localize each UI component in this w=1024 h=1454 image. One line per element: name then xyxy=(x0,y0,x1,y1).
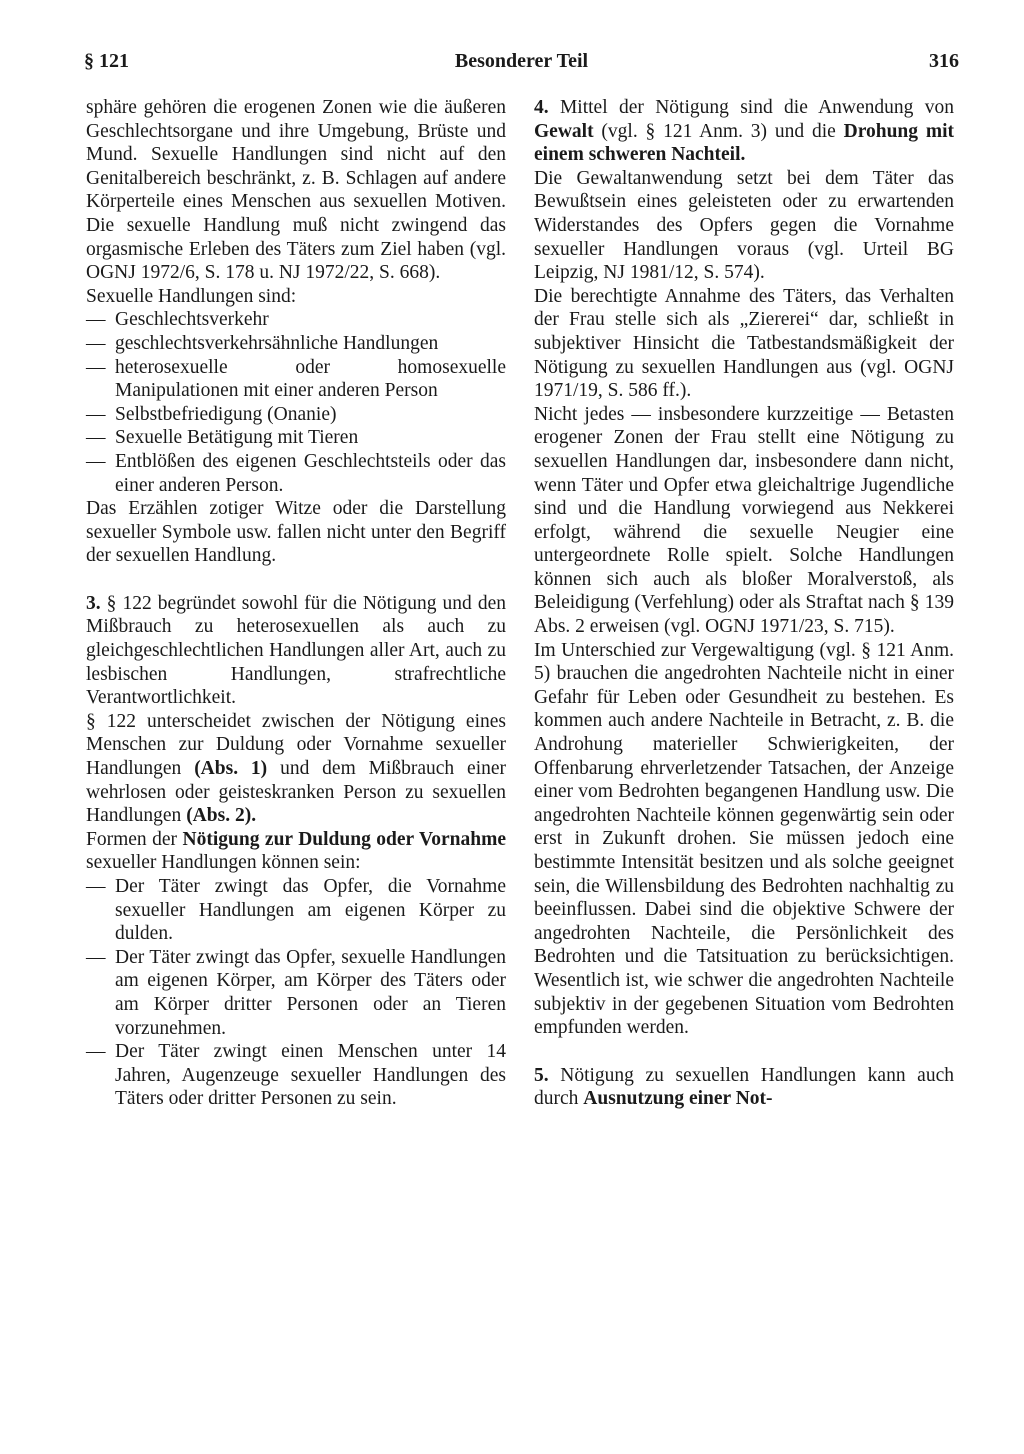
paragraph-text: § 122 begründet sowohl für die Nötigung und den Mißbrauch zu heterosexuellen als auch zu gleichgeschlechtlichen Handlungen aller Art, auch zu lesbischen Handlungen, strafrechtliche Verantwortlichkeit. xyxy=(86,592,506,709)
paragraph: Das Erzählen zotiger Witze oder die Darstellung sexueller Symbole usw. fallen nicht unter den Begriff der sexuellen Handlung. xyxy=(86,498,506,567)
paragraph: Nicht jedes — insbesondere kurzzeitige — Betasten erogener Zonen der Frau stellt eine Nötigung zu sexuellen Handlungen dar, insbesondere dann nicht, wenn Täter und Opfer etwa gleichaltrige Jugendliche sind und die Handlung vorwiegend aus Nekkerei erfolgt, während die sexuelle Neugier eine untergeordnete Rolle spielt. Solche Handlungen können sich auch als bloßer Moralverstoß, als Beleidigung (Verfehlung) oder als Straftat nach § 139 Abs. 2 erweisen (vgl. OGNJ 1971/23, S. 715). xyxy=(534,403,954,638)
paragraph xyxy=(86,710,506,828)
list-item: — Selbstbefriedigung (Onanie) xyxy=(86,403,506,427)
paragraph: Sexuelle Handlungen sind: xyxy=(86,285,297,307)
header-title: Besonderer Teil xyxy=(454,50,589,72)
dash-list xyxy=(86,308,506,497)
bold-run: Ausnutzung einer Not- xyxy=(583,1088,773,1110)
bold-run: Drohung mit einem schweren Nachteil. xyxy=(534,120,955,166)
page-number: 316 xyxy=(929,50,959,72)
list-item: — Der Täter zwingt einen Menschen unter 14 Jahren, Augenzeuge sexueller Handlungen des Täters oder dritter Personen zu sein. xyxy=(86,1040,506,1111)
header-section: § 121 xyxy=(84,50,129,72)
list-item: — heterosexuelle oder homosexuelle Manipulationen mit einer anderen Person xyxy=(86,356,506,403)
text-run: § 122 unterscheidet zwischen der Nötigung eines Menschen zur Duldung oder Vornahme sexueller Handlungen xyxy=(86,710,506,780)
list-item: — geschlechtsverkehrsähnliche Handlungen xyxy=(86,332,506,356)
paragraph: Im Unterschied zur Vergewaltigung (vgl. § 121 Anm. 5) brauchen die angedrohten Nachteile nicht in einer Gefahr für Leben oder Gesundheit zu bestehen. Es kommen auch andere Nachteile in Betracht, z. B. die Androhung materieller Schwierigkeiten, der Offenbarung ehrverletzender Tatsachen, der Anzeige einer vom Bedrohten begangenen Handlung usw. Die angedrohten Nachteile können gegenwärtig sein oder erst in Zukunft drohen. Sie müssen jedoch eine bestimmte Intensität besitzen und als solche geeignet sein, die Willensbildung des Bedrohten nachhaltig zu beeinflussen. Dabei sind die objektive Schwere der angedrohten Nachteile, die Persönlichkeit des Bedrohten und die Tatsituation zu berücksichtigen. Wesentlich ist, wie schwer die angedrohten Nachteile subjektiv in der gegebenen Situation vom Bedrohten empfunden werden. xyxy=(534,639,954,1039)
text-run: (vgl. § 121 Anm. 3) und die xyxy=(601,120,836,142)
left-column xyxy=(86,96,506,1111)
list-item: — Entblößen des eigenen Geschlechtsteils oder das einer anderen Person. xyxy=(86,450,506,497)
text-run: und dem Mißbrauch einer wehrlosen oder geisteskranken Person zu sexuellen Handlungen xyxy=(86,758,507,827)
text-run: Formen der xyxy=(86,828,178,850)
list-item: — Geschlechtsverkehr xyxy=(86,308,506,332)
bold-run: (Abs. 1) xyxy=(194,758,268,780)
paragraph-note-5 xyxy=(534,1064,954,1111)
bold-run: Nötigung zur Duldung oder Vornahme xyxy=(182,828,507,850)
right-column xyxy=(534,96,954,1111)
paragraph-note-3 xyxy=(86,592,506,710)
paragraph-note-4 xyxy=(534,96,954,167)
text-run: Nötigung zu sexuellen Handlungen kann auch durch xyxy=(534,1064,954,1110)
list-item: — Der Täter zwingt das Opfer, die Vornahme sexueller Handlungen am eigenen Körper zu dulden. xyxy=(86,875,506,946)
paragraph: Die Gewaltanwendung setzt bei dem Täter das Bewußtsein eines geleisteten oder zu erwartenden Widerstandes des Opfers gegen die Vornahme sexueller Handlungen voraus (vgl. Urteil BG Leipzig, NJ 1981/12, S. 574). xyxy=(534,167,954,284)
bold-run: Gewalt xyxy=(534,120,594,142)
note-number: 3. xyxy=(86,592,101,614)
note-number: 5. xyxy=(534,1064,549,1086)
paragraph xyxy=(86,828,506,875)
note-number: 4. xyxy=(534,97,549,118)
list-item: — Sexuelle Betätigung mit Tieren xyxy=(86,426,506,450)
running-header xyxy=(84,50,959,80)
text-run: Mittel der Nötigung sind die Anwendung von xyxy=(559,97,955,118)
bold-run: (Abs. 2). xyxy=(186,805,257,827)
paragraph: sphäre gehören die erogenen Zonen wie die äußeren Geschlechtsorgane und ihre Umgebung, Brüste und Mund. Sexuelle Handlungen sind nicht auf den Genitalbereich beschränkt, z. B. Schlagen auf andere Körperteile eines Menschen aus sexuellen Motiven. Die sexuelle Handlung muß nicht zwingend das orgasmische Erleben des Täters zum Ziel haben (vgl. OGNJ 1972/6, S. 178 u. NJ 1972/22, S. 668). xyxy=(86,97,506,284)
dash-list xyxy=(86,875,506,1111)
text-run: sexueller Handlungen können sein: xyxy=(86,852,361,874)
paragraph: Die berechtigte Annahme des Täters, das Verhalten der Frau stelle sich als „Ziererei“ dar, schließt in subjektiver Hinsicht die Tatbestandsmäßigkeit der Nötigung zu sexuellen Handlungen aus (vgl. OGNJ 1971/19, S. 586 ff.). xyxy=(534,285,954,402)
list-item: — Der Täter zwingt das Opfer, sexuelle Handlungen am eigenen Körper, am Körper des Täters oder am Körper dritter Personen oder an Tieren vorzunehmen. xyxy=(86,946,506,1040)
